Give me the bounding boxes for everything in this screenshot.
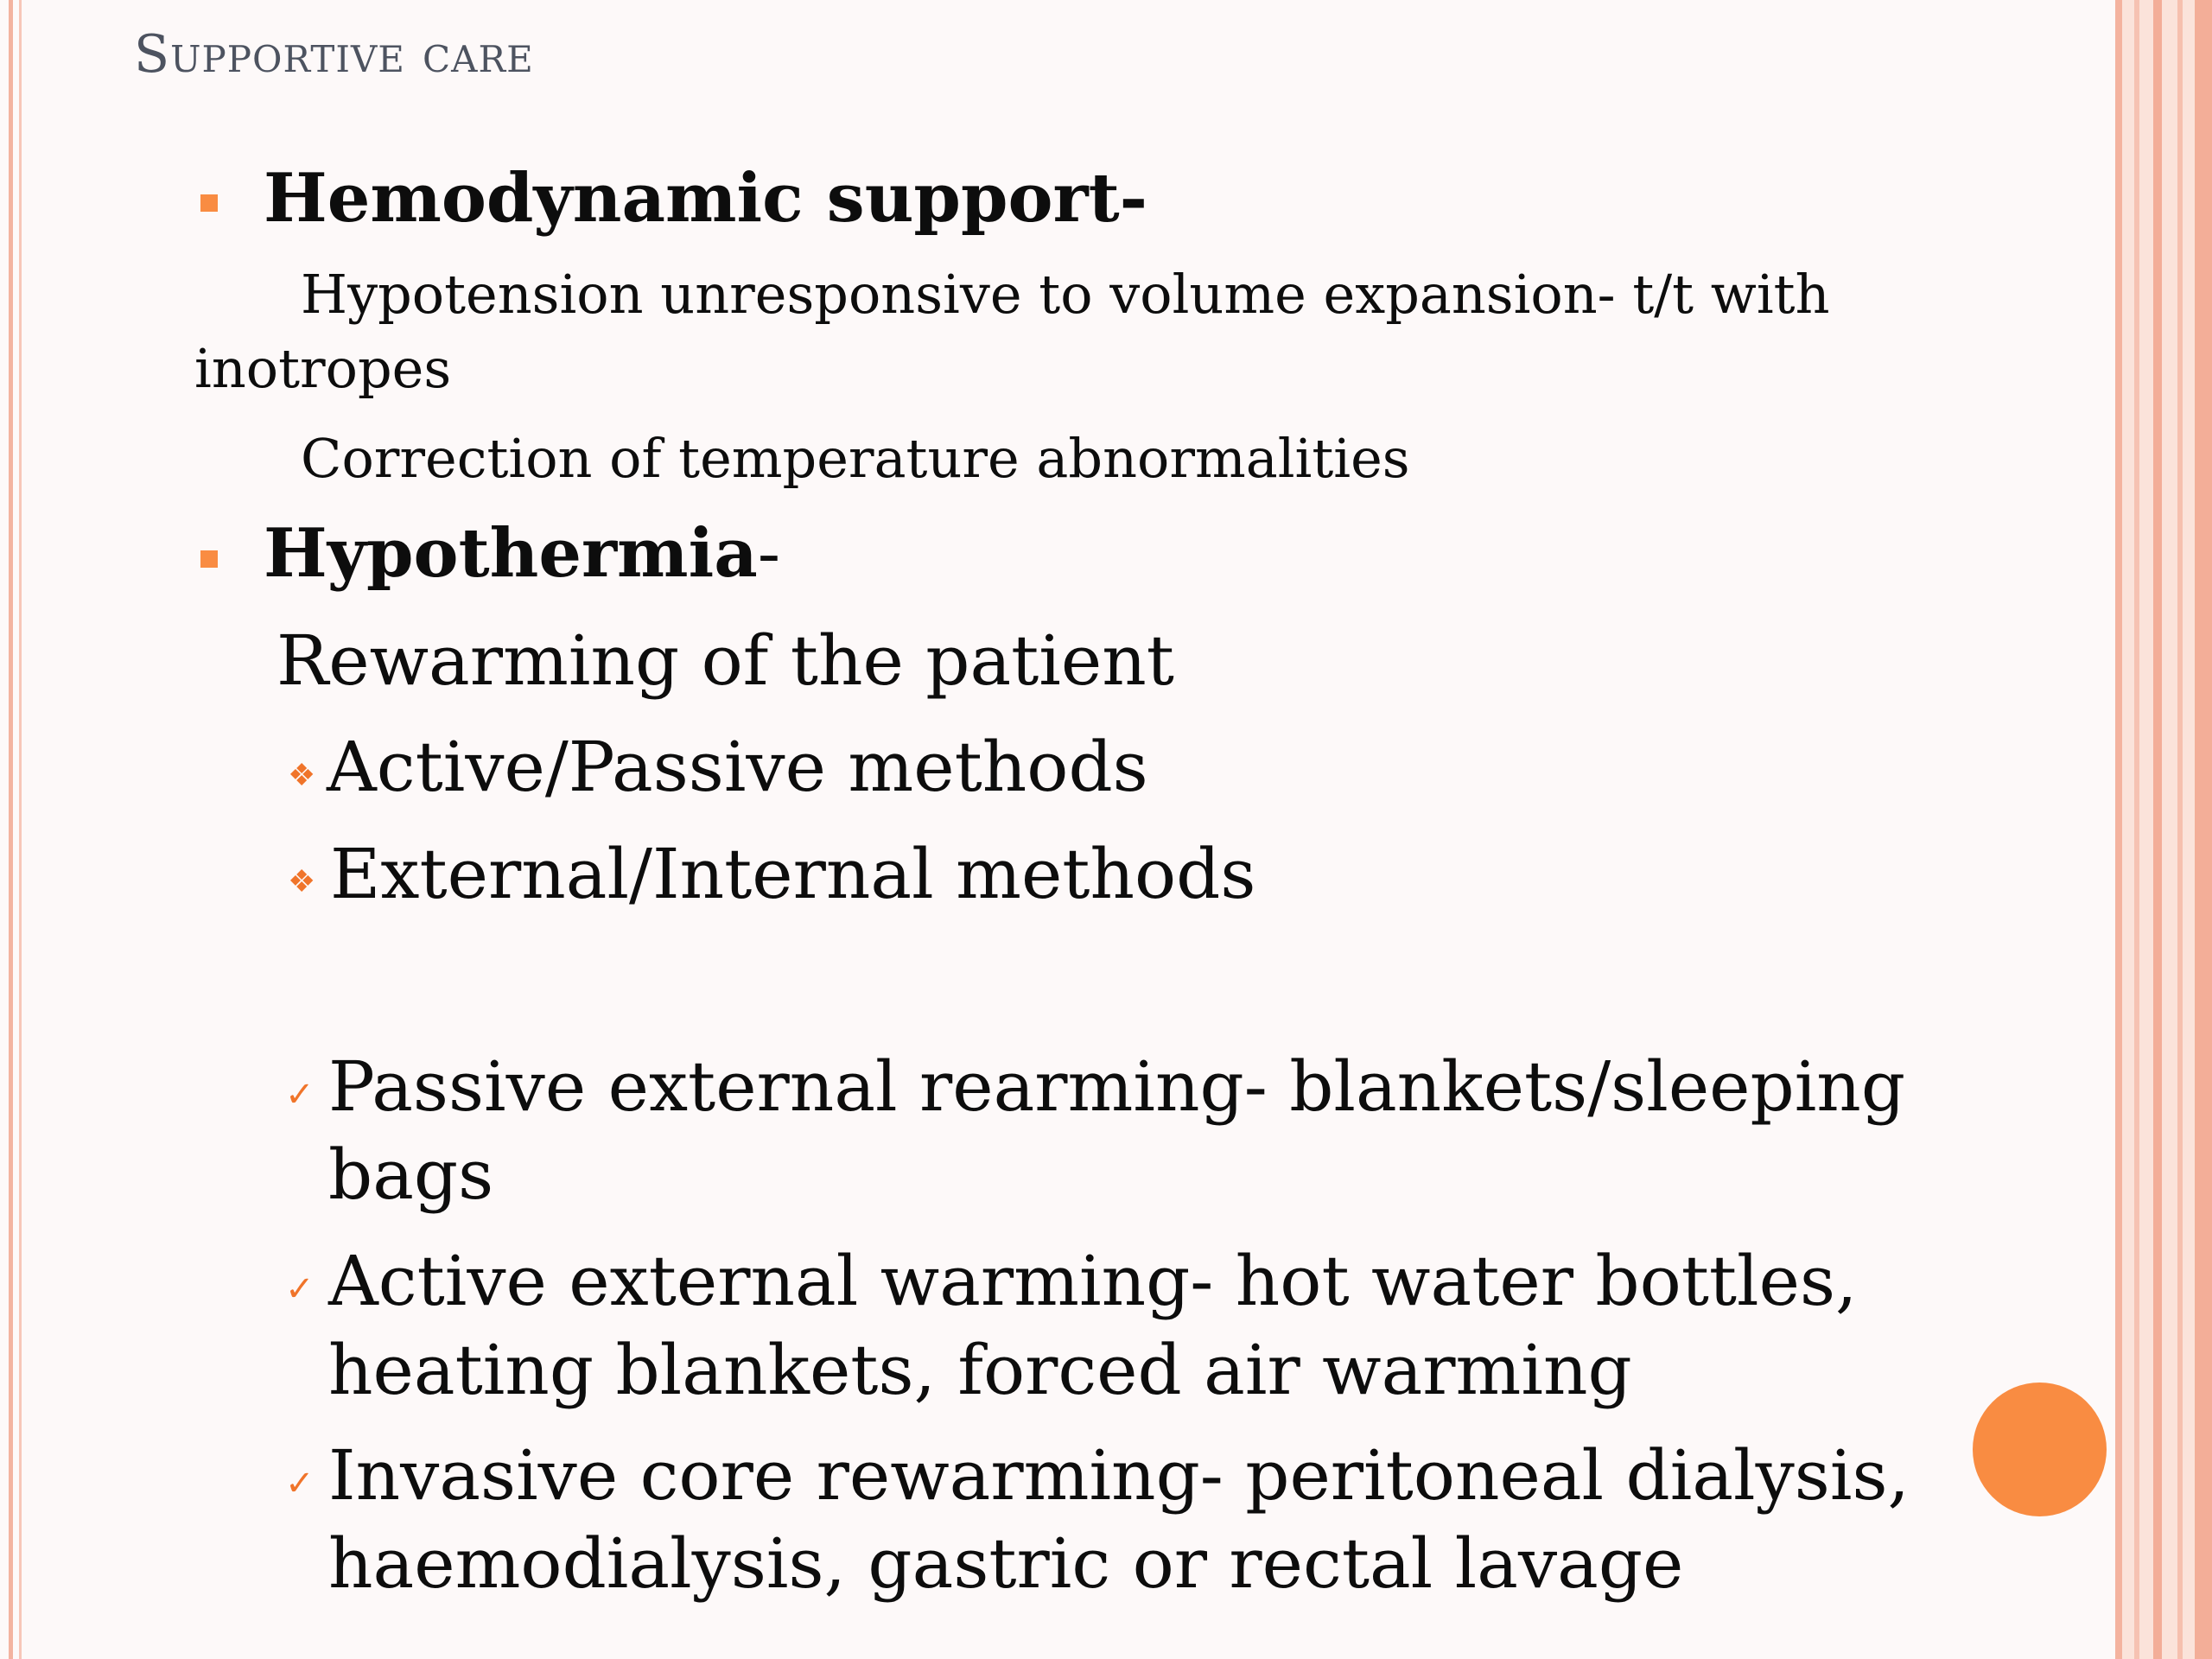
heading-hemodynamic-support: Hemodynamic support- bbox=[264, 159, 1148, 238]
check-bullet-icon: ✓ bbox=[285, 1464, 315, 1503]
method-item: External/Internal methods bbox=[330, 834, 1256, 914]
method-item: Active/Passive methods bbox=[327, 727, 1148, 807]
right-border-line bbox=[2134, 0, 2139, 1659]
temperature-correction-text: Correction of temperature abnormalities bbox=[301, 427, 1410, 490]
check-item-line: Active external warming- hot water bottles, bbox=[328, 1241, 1858, 1321]
right-border-line bbox=[2195, 0, 2212, 1659]
check-item-line: bags bbox=[328, 1135, 494, 1215]
check-item-line: heating blankets, forced air warming bbox=[328, 1330, 1632, 1410]
hypothermia-heading-dash: - bbox=[757, 515, 781, 593]
right-border-line bbox=[2177, 0, 2183, 1659]
square-bullet-icon bbox=[200, 194, 218, 212]
rewarming-intro: Rewarming of the patient bbox=[276, 620, 1174, 701]
heading-hypothermia bbox=[264, 514, 781, 593]
check-bullet-icon: ✓ bbox=[285, 1269, 315, 1309]
check-item-line: Passive external rearming- blankets/sleeping bbox=[328, 1046, 1906, 1127]
hypotension-text-continued: inotropes bbox=[194, 337, 452, 400]
square-bullet-icon bbox=[200, 550, 218, 568]
right-border-line bbox=[2153, 0, 2162, 1659]
decorative-orange-circle bbox=[1973, 1382, 2107, 1516]
right-border-line bbox=[2115, 0, 2122, 1659]
diamond-bullet-icon: ❖ bbox=[288, 758, 316, 793]
diamond-bullet-icon: ❖ bbox=[288, 864, 316, 899]
check-bullet-icon: ✓ bbox=[285, 1075, 315, 1115]
hypotension-text: Hypotension unresponsive to volume expansion- t/t with bbox=[301, 263, 1830, 326]
left-border-line bbox=[9, 0, 13, 1659]
left-border-line-inner bbox=[19, 0, 22, 1659]
slide-title: Supportive care bbox=[134, 24, 534, 85]
check-item-line: haemodialysis, gastric or rectal lavage bbox=[328, 1523, 1684, 1604]
check-item-line: Invasive core rewarming- peritoneal dialysis, bbox=[328, 1435, 1910, 1516]
hypothermia-heading-text: Hypothermia bbox=[264, 514, 758, 593]
